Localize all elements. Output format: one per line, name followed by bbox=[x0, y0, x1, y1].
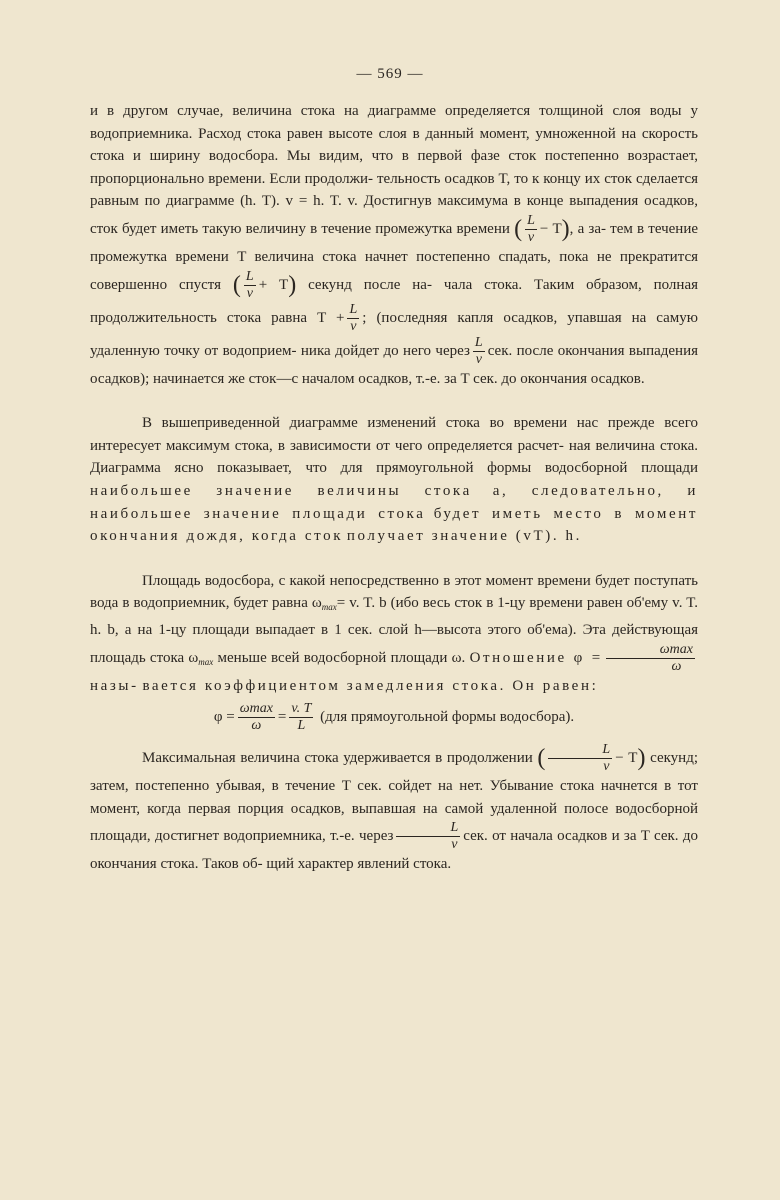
subscript-max: max bbox=[321, 602, 337, 613]
text-line: сек. после окончания выпадения осадков); bbox=[90, 342, 698, 387]
minus-T: − T bbox=[615, 750, 638, 767]
text-body bbox=[90, 100, 698, 876]
text-line: начинается же сток—с началом осадков, т.-е. за T сек. до окончания bbox=[153, 370, 588, 387]
text-line: = v. T. b (ибо весь bbox=[336, 595, 451, 612]
fraction-L-over-v: $\frac{L}{v}$ bbox=[245, 268, 254, 301]
text-line: щий характер явлений стока. bbox=[266, 856, 452, 873]
text-line: сток в 1-цу времени равен об'ему v. T. h. b, а на 1-цу площади выпадает bbox=[90, 595, 699, 638]
text-line: тем в течение промежутка времени T величина стока начнет постепенно bbox=[90, 220, 699, 265]
emphasis-text: вается коэффициентом замедления стока. Он равен: bbox=[142, 677, 599, 694]
text-line: (h. T). v = h. T. v. Достигнув максимума в конце выпадения осадков, сток bbox=[90, 193, 699, 237]
text-line: (последняя капля осадков, упавшая на самую удаленную точку от водоприем- bbox=[90, 309, 698, 359]
text-line: стока начнется в тот момент, когда первая порция осадков, выпавшая на bbox=[90, 778, 698, 817]
text-line: ника дойдет до него через bbox=[300, 342, 470, 359]
fraction-L-over-v: $\frac{L}{v}$ bbox=[396, 820, 460, 853]
text-line: В вышеприведенной диаграмме изменений стока во времени нас прежде bbox=[142, 415, 655, 432]
emphasis-text: будет иметь место в момент окончания дождя, когда сток bbox=[90, 505, 698, 545]
text-line: ω bbox=[188, 649, 199, 666]
text-line: ; bbox=[362, 309, 367, 326]
fraction-vT-over-L: $\frac{v. T}{L}$ bbox=[291, 701, 312, 734]
fraction-L-over-v: $\frac{L}{v}$ bbox=[527, 212, 535, 245]
text-line: в 1 сек. слой h—высота этого об'ема). Эта действующая площадь стока bbox=[90, 621, 698, 666]
text-line: Площадь водосбора, с какой непосредственно в этот момент времени bbox=[142, 572, 591, 589]
text-line: ная величина стока. Диаграмма ясно показывает, что для прямоугольной bbox=[90, 437, 698, 477]
fraction-omega: $\frac{\omega\max}{\omega}$ bbox=[239, 701, 273, 734]
text-line: фазе сток постепенно возрастает, пропорционально времени. Если продолжи- bbox=[90, 148, 698, 187]
text-line: через bbox=[359, 828, 394, 845]
plus-T: + T bbox=[258, 276, 289, 293]
text-line: меньше всей водосборной площади ω. bbox=[213, 649, 466, 666]
page-number: — 569 — bbox=[356, 66, 424, 82]
emphasis-text: получает значение (vT). h. bbox=[346, 528, 582, 545]
text-line: будет поступать вода в водоприемник, будет равна ω bbox=[90, 572, 698, 612]
text-line: умноженной на скорость стока и ширину водосбора. Мы видим, что в первой bbox=[90, 125, 699, 165]
text-line: будет иметь такую величину в течение промежутка времени bbox=[121, 220, 510, 237]
text-line: , а за- bbox=[569, 220, 606, 237]
text-line: секунд после на- bbox=[308, 276, 432, 293]
text-line: осадков. bbox=[590, 370, 645, 387]
text-line: самой удаленной полосе водосборной площади, достигнет водоприемника, т.-е. bbox=[90, 800, 698, 845]
text-line: секунд; затем, постепенно убывая, в течение T сек. сойдет на нет. Убывание bbox=[90, 750, 699, 795]
emphasis-text: назы- bbox=[90, 677, 139, 694]
text-line: формы водосборной площади bbox=[487, 460, 698, 477]
emphasis-text: наибольшее значение величины стока bbox=[90, 482, 472, 499]
fraction-omega: $\frac{\omega\max}{\omega}$ bbox=[606, 642, 695, 675]
text-line: всего интересует максимум стока, в зависимости от чего определяется расчет- bbox=[90, 415, 698, 454]
paragraph-3 bbox=[90, 570, 698, 697]
text-line: и в другом случае, величина стока на диаграмме определяется толщиной слоя bbox=[90, 103, 641, 119]
fraction-L-over-v: $\frac{L}{v}$ bbox=[548, 742, 612, 775]
text-line: Максимальная величина стока удерживается в продолжении bbox=[142, 750, 533, 767]
text-line: сек. от начала осадков и за T сек. до окончания стока. Таков об- bbox=[90, 828, 698, 873]
text-line: чала стока. Таким образом, полная продолжительность стока равна T + bbox=[90, 276, 699, 326]
text-line: тельность осадков T, то к концу их сток сделается равным по диаграмме bbox=[90, 170, 698, 210]
emphasis-text: Отношение φ = bbox=[469, 649, 603, 666]
paragraph-4: Максимальная величина стока удерживается в продолжении ( $\frac{L}{v}$ − T) секунд; затем, постепенно убывая, в течение T сек. сойдет на нет. Убывание стока начнется в тот момент, когда первая порция осадков, выпавшая на самой удаленной полосе водосборной площади, достигнет водоприемника, т.-е. через $\frac{L}{v}$ сек. от начала осадков и за T сек. до окончания стока. Таков об- щий характер явлений стока. bbox=[90, 742, 699, 873]
subscript-max: max bbox=[198, 656, 214, 667]
minus-T: − T bbox=[539, 220, 562, 237]
fraction-L-over-v: $\frac{L}{v}$ bbox=[474, 334, 483, 367]
fraction-L-over-v: $\frac{L}{v}$ bbox=[349, 301, 358, 334]
text-line: спадать, пока не прекратится совершенно спустя bbox=[90, 248, 699, 293]
paragraph-1: и в другом случае, величина стока на диаграмме определяется толщиной слоя воды у водоприемника. Расход стока равен высоте слоя в данный момент, умноженной на скорость стока и ширину водосбора. Мы видим, что в первой фазе сток постепенно возрастает, пропорционально времени. Если продолжи- тельность осадков T, то к концу их сток сделается равным по диаграмме (h. T). v = h. T. v. Достигнув максимума в конце выпадения осадков, сток будет иметь такую величину в течение промежутка времени ( $\frac{L}{v}$ − T), а за- тем в течение промежутка времени T величина стока начнет постепенно спадать, пока не прекратится совершенно спустя ( $\frac{L}{v}$ + T) секунд после на- чала стока. Таким образом, полная продолжительность стока равна T + $\frac{L}{v}$ ; (последняя капля осадков, упавшая на самую удаленную точку от водоприем- ника дойдет до него через $\frac{L}{v}$ сек. после окончания выпадения осадков); начинается же сток—с началом осадков, т.-е. за T сек. до окончания осадков. bbox=[90, 103, 699, 387]
emphasis-text: а, следовательно, и наибольшее значение площади стока bbox=[90, 482, 698, 522]
paragraph-2 bbox=[90, 412, 698, 548]
formula-phi: φ = $\frac{\omega\max}{\omega}$ = $\frac{v. T}{L}$ (для прямоугольной формы водосбора). bbox=[213, 701, 575, 734]
text-line: воды у водоприемника. Расход стока равен высоте слоя в данный момент, bbox=[90, 103, 698, 142]
